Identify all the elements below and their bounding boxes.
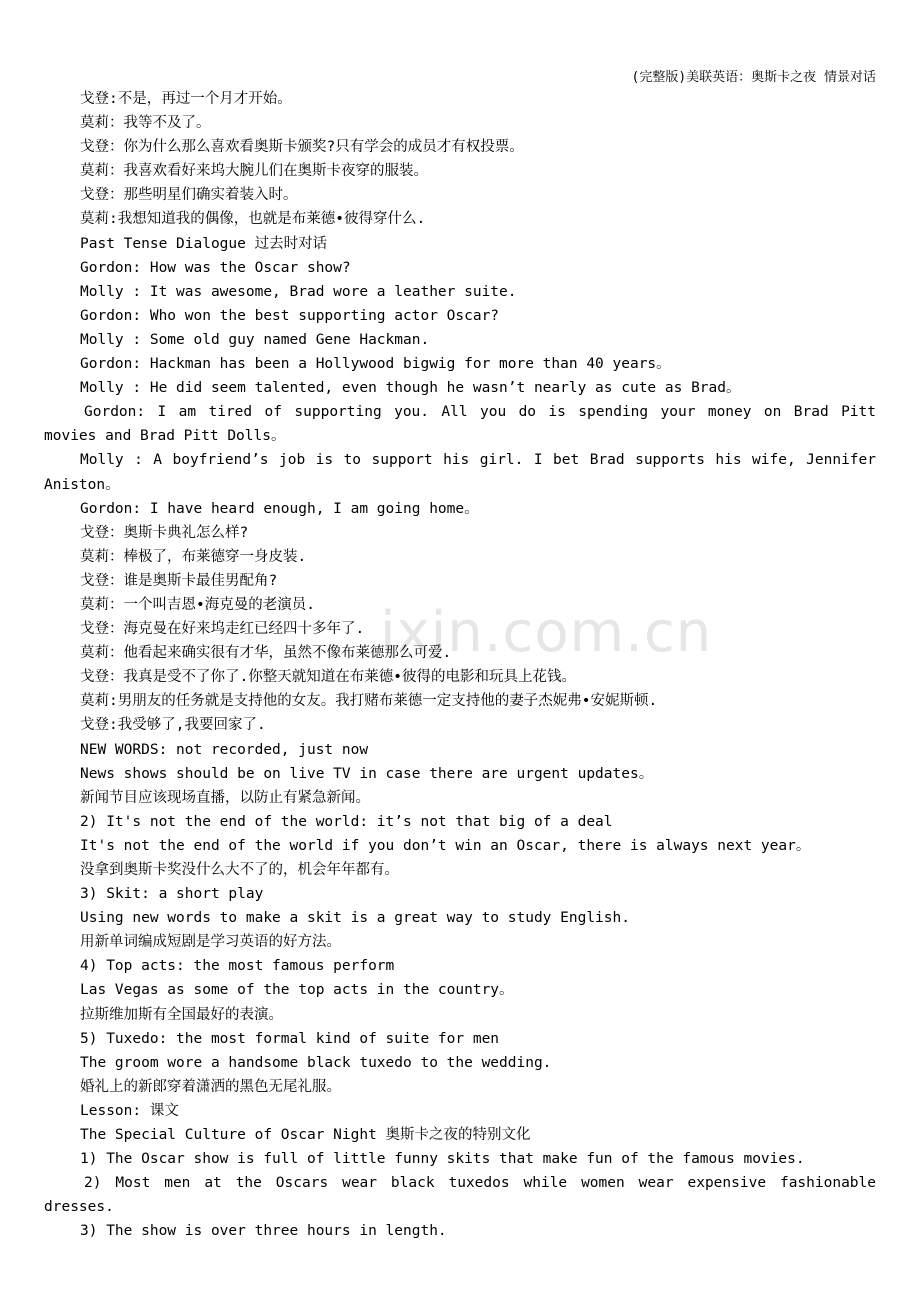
text-line: Las Vegas as some of the top acts in the country。 — [80, 982, 514, 999]
section-heading: The Special Culture of Oscar Night 奥斯卡之夜的特别文化 — [80, 1127, 531, 1144]
text-line: News shows should be on live TV in case there are urgent updates。 — [80, 765, 654, 782]
text-line: 莫莉：我等不及了。 — [80, 115, 211, 132]
text-line: Molly : A boyfriend’s job is to support his girl. I bet Brad supports his wife, Jennifer — [80, 452, 876, 469]
section-heading: NEW WORDS: not recorded, just now — [80, 741, 369, 758]
text-line: 莫莉:我想知道我的偶像，也就是布莱德•彼得穿什么. — [80, 211, 426, 228]
page-header: (完整版)美联英语：奥斯卡之夜 情景对话 — [631, 70, 876, 85]
text-line: 莫莉:男朋友的任务就是支持他的女友。我打赌布莱德一定支持他的妻子杰妮弗•安妮斯顿. — [80, 693, 658, 710]
text-line: 婚礼上的新郎穿着潇洒的黑色无尾礼服。 — [80, 1078, 341, 1095]
text-line: Molly : Some old guy named Gene Hackman. — [80, 331, 430, 348]
text-line: Gordon: Who won the best supporting actor Oscar? — [80, 307, 500, 324]
text-line: 莫莉：棒极了，布莱德穿一身皮装. — [80, 548, 307, 565]
text-line: 戈登：我真是受不了你了.你整天就知道在布莱德•彼得的电影和玩具上花钱。 — [80, 669, 576, 686]
text-line: 戈登：你为什么那么喜欢看奥斯卡颁奖?只有学会的成员才有权投票。 — [80, 139, 524, 156]
text-line: 莫莉：我喜欢看好来坞大腕儿们在奥斯卡夜穿的服装。 — [80, 163, 428, 180]
text-line: 戈登:不是，再过一个月才开始。 — [80, 91, 292, 107]
text-line: 4) Top acts: the most famous perform — [80, 958, 395, 975]
text-line: 戈登：海克曼在好来坞走红已经四十多年了. — [80, 621, 365, 638]
text-line: 戈登：奥斯卡典礼怎么样? — [80, 524, 249, 541]
text-line: 莫莉：一个叫吉恩•海克曼的老演员. — [80, 596, 315, 613]
text-line: Gordon: Hackman has been a Hollywood bigwig for more than 40 years。 — [80, 356, 671, 373]
text-line: Gordon: I have heard enough, I am going home。 — [80, 500, 479, 517]
text-line: 3) The show is over three hours in length. — [80, 1223, 447, 1240]
text-line: The groom wore a handsome black tuxedo to the wedding. — [80, 1054, 552, 1071]
text-line: 1) The Oscar show is full of little funny skits that make fun of the famous movies. — [80, 1151, 805, 1168]
text-line: 戈登：谁是奥斯卡最佳男配角? — [80, 572, 278, 589]
text-line: 新闻节目应该现场直播，以防止有紧急新闻。 — [80, 789, 370, 806]
text-line: Using new words to make a skit is a great way to study English. — [80, 910, 630, 927]
text-line: 用新单词编成短剧是学习英语的好方法。 — [80, 934, 341, 951]
text-line: movies and Brad Pitt Dolls。 — [44, 428, 286, 445]
text-line: 3) Skit: a short play — [80, 886, 264, 903]
text-line: 莫莉：他看起来确实很有才华，虽然不像布莱德那么可爱. — [80, 645, 452, 662]
text-line: 2) It's not the end of the world: it’s not that big of a deal — [80, 813, 613, 830]
text-line: Gordon: How was the Oscar show? — [80, 259, 351, 276]
text-line: 拉斯维加斯有全国最好的表演。 — [80, 1006, 283, 1023]
text-line: dresses. — [44, 1199, 114, 1216]
text-line: It's not the end of the world if you don’t win an Oscar, there is always next year。 — [80, 837, 811, 854]
text-line: Gordon: I am tired of supporting you. All you do is spending your money on Brad Pitt — [84, 404, 876, 421]
text-line: 没拿到奥斯卡奖没什么大不了的，机会年年都有。 — [80, 862, 399, 878]
text-line: Molly : It was awesome, Brad wore a leather suite. — [80, 283, 517, 300]
text-line: 5) Tuxedo: the most formal kind of suite for men — [80, 1030, 500, 1047]
document-body — [44, 87, 876, 1244]
text-line: 戈登：那些明星们确实着装入时。 — [80, 187, 298, 204]
watermark: ixin.com.cn — [380, 600, 713, 665]
text-line: 2) Most men at the Oscars wear black tuxedos while women wear expensive fashionable — [84, 1175, 876, 1192]
section-heading: Past Tense Dialogue 过去时对话 — [80, 235, 328, 252]
text-line: Molly : He did seem talented, even though he wasn’t nearly as cute as Brad。 — [80, 380, 741, 397]
section-heading: Lesson: 课文 — [80, 1102, 179, 1119]
text-line: 戈登:我受够了,我要回家了. — [80, 717, 266, 734]
text-line: Aniston。 — [44, 476, 120, 493]
